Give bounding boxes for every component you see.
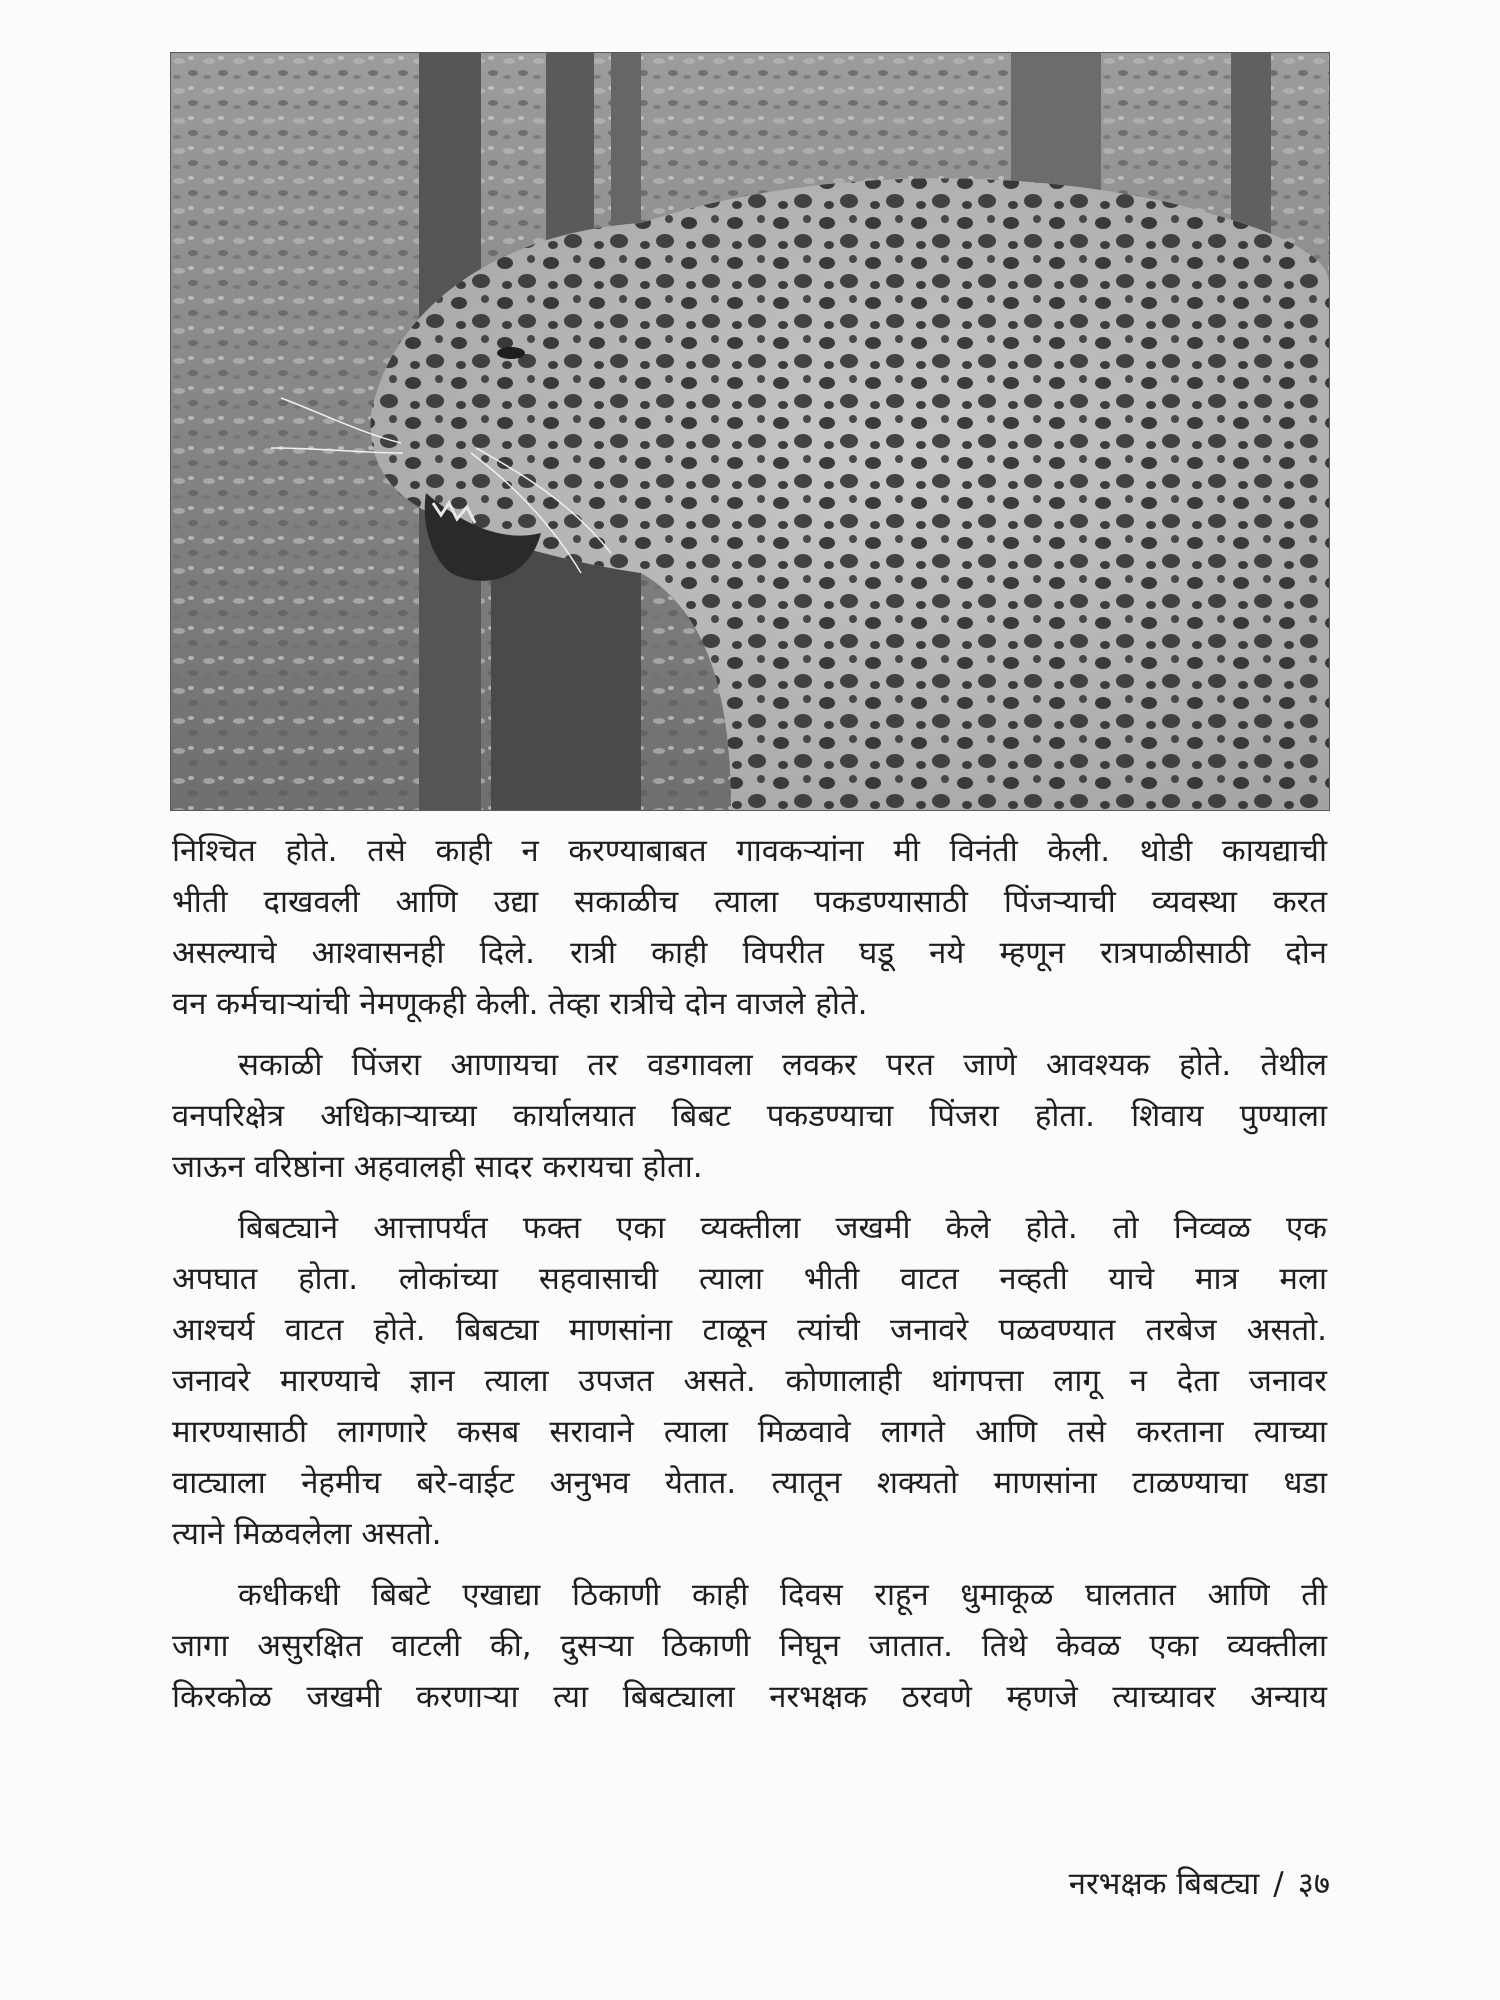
paragraph-3 [172,1203,1327,1560]
text-line: अपघात होता. लोकांच्या सहवासाची त्याला भीती वाटत नव्हती याचे मात्र मला [172,1261,1327,1297]
text-line: वन कर्मचाऱ्यांची नेमणूकही केली. तेव्हा रात्रीचे दोन वाजले होते. [172,986,868,1022]
text-line: वनपरिक्षेत्र अधिकाऱ्याच्या कार्यालयात बिबट पकडण्याचा पिंजरा होता. शिवाय पुण्याला [172,1098,1327,1134]
leopard-photo-icon [171,53,1329,810]
text-line: आश्चर्य वाटत होते. बिबट्या माणसांना टाळून त्यांची जनावरे पळवण्यात तरबेज असतो. [172,1312,1327,1348]
text-line: किरकोळ जखमी करणाऱ्या त्या बिबट्याला नरभक्षक ठरवणे म्हणजे त्याच्यावर अन्याय [172,1679,1327,1715]
text-line: कधीकधी बिबटे एखाद्या ठिकाणी काही दिवस राहून धुमाकूळ घालतात आणि ती [238,1577,1327,1613]
text-line: वाट्याला नेहमीच बरे-वाईट अनुभव येतात. त्यातून शक्यतो माणसांना टाळण्याचा धडा [172,1465,1327,1501]
text-line: जागा असुरक्षित वाटली की, दुसऱ्या ठिकाणी निघून जातात. तिथे केवळ एका व्यक्तीला [172,1628,1327,1664]
page-footer [860,1862,1330,1904]
text-line: जाऊन वरिष्ठांना अहवालही सादर करायचा होता. [172,1149,703,1185]
page-number: ३७ [1297,1866,1330,1902]
text-line: निश्चित होते. तसे काही न करण्याबाबत गावकऱ्यांना मी विनंती केली. थोडी कायद्याची [172,833,1327,869]
paragraph-4 [172,1570,1327,1723]
text-line: असल्याचे आश्वासनही दिले. रात्री काही विपरीत घडू नये म्हणून रात्रपाळीसाठी दोन [172,935,1327,971]
text-line: सकाळी पिंजरा आणायचा तर वडगावला लवकर परत जाणे आवश्यक होते. तेथील [238,1047,1327,1083]
text-line: बिबट्याने आत्तापर्यंत फक्त एका व्यक्तीला जखमी केले होते. तो निव्वळ एक [238,1210,1327,1246]
footer-separator: / [1273,1866,1284,1902]
text-line: भीती दाखवली आणि उद्या सकाळीच त्याला पकडण्यासाठी पिंजऱ्याची व्यवस्था करत [172,884,1327,920]
body-text [172,826,1327,1733]
text-line: जनावरे मारण्याचे ज्ञान त्याला उपजत असते. कोणालाही थांगपत्ता लागू न देता जनावर [172,1363,1327,1399]
paragraph-1 [172,826,1327,1030]
text-line: त्याने मिळवलेला असतो. [172,1516,442,1552]
text-line: मारण्यासाठी लागणारे कसब सरावाने त्याला मिळवावे लागते आणि तसे करताना त्याच्या [172,1414,1327,1450]
running-title: नरभक्षक बिबट्या [1068,1866,1260,1902]
leopard-photo [170,52,1330,811]
paragraph-2 [172,1040,1327,1193]
